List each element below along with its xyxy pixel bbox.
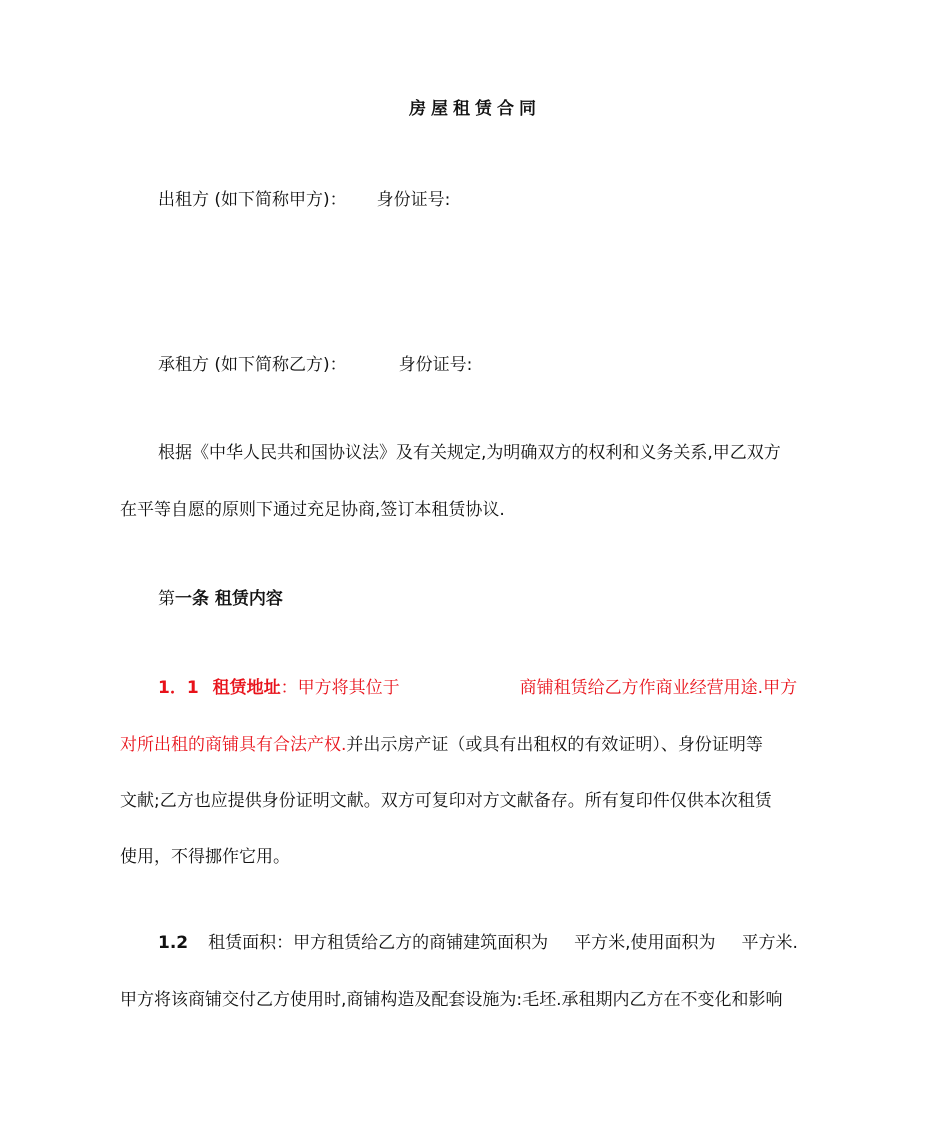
clause-1-2-text-c: 平方米. [741, 933, 798, 953]
preamble-line-1: 根据《中华人民共和国协议法》及有关规定,为明确双方的权利和义务关系,甲乙双方 [158, 443, 781, 463]
clause-1-2-line-1 [158, 931, 798, 955]
clause-1-1-line-2 [120, 733, 763, 757]
clause-1-2-text-a: 租赁面积：甲方租赁给乙方的商铺建筑面积为 [208, 933, 549, 953]
clause-1-1-number: 1．1 [158, 678, 199, 698]
clause-1-2-number: 1.2 [158, 933, 189, 953]
clause-1-1-line-1 [158, 676, 797, 700]
clause-1-1-label: 租赁地址 [212, 678, 281, 698]
clause-1-1-text-a: ：甲方将其位于 [280, 678, 400, 698]
clause-1-1-line-2-rest: 并出示房产证（或具有出租权的有效证明）、身份证明等 [346, 735, 763, 755]
lessee-id-label: 身份证号: [398, 355, 473, 375]
clause-1-1-text-b: 商铺租赁给乙方作商业经营用途.甲方 [519, 678, 798, 698]
clause-1-2-text-b: 平方米,使用面积为 [574, 933, 716, 953]
lessor-id-label: 身份证号: [376, 190, 451, 210]
preamble-line-2: 在平等自愿的原则下通过充足协商,签订本租赁协议. [120, 500, 505, 520]
article-1-title: 一条 租赁内容 [175, 589, 283, 609]
clause-1-1-line-2-highlight: 对所出租的商铺具有合法产权. [120, 735, 347, 755]
clause-1-2-line-2: 甲方将该商铺交付乙方使用时,商铺构造及配套设施为:毛坯.承租期内乙方在不变化和影响 [120, 990, 783, 1010]
document-title: 房屋租赁合同 [409, 99, 541, 119]
lessor-line [158, 188, 450, 212]
article-1-heading [158, 587, 283, 611]
clause-1-1-line-3: 文献;乙方也应提供身份证明文献。双方可复印对方文献备存。所有复印件仅供本次租赁 [120, 791, 772, 811]
lessee-line [158, 353, 472, 377]
lessee-label: 承租方 (如下简称乙方)： [158, 355, 347, 375]
clause-1-1-line-4: 使用，不得挪作它用。 [120, 847, 290, 867]
article-1-prefix: 第 [158, 589, 175, 609]
lessor-label: 出租方 (如下简称甲方)： [158, 190, 347, 210]
